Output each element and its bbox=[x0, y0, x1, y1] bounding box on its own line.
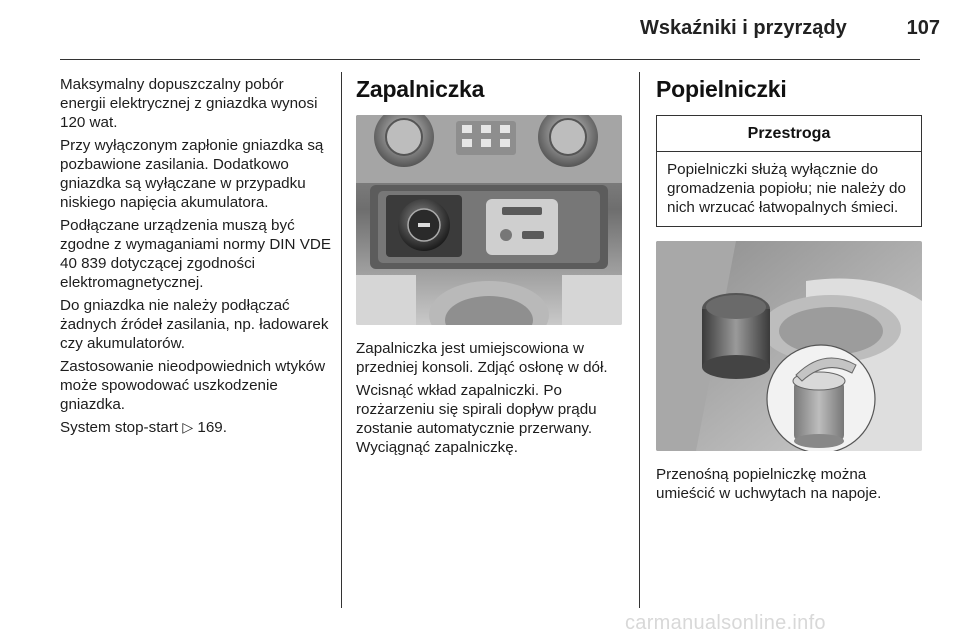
crossref-page: 169. bbox=[197, 419, 227, 436]
lighter-photo bbox=[356, 115, 622, 325]
section-heading-ashtrays: Popielniczki bbox=[656, 76, 787, 102]
column-lighter bbox=[356, 75, 624, 461]
paragraph-no-power-sources: Do gniazdka nie należy podłączać żadnych źródeł zasilania, np. ładowarek czy akumulatorów. bbox=[60, 297, 329, 352]
paragraph-standard: Podłączane urządzenia muszą być zgodne z wymaganiami normy DIN VDE 40 839 dotyczącej zgodności elektromagnetycznej. bbox=[60, 217, 331, 291]
watermark: carmanualsonline.info bbox=[625, 612, 826, 634]
ashtray-photo bbox=[656, 241, 922, 451]
page-number: 107 bbox=[906, 17, 940, 39]
column-ashtrays bbox=[656, 75, 922, 507]
column-divider-1 bbox=[341, 72, 342, 608]
crossref-text: System stop-start bbox=[60, 419, 179, 436]
section-heading-lighter: Zapalniczka bbox=[356, 76, 485, 102]
caution-text: Popielniczki służą wyłącznie do gromadzenia popiołu; nie należy do nich wrzucać łatwopalnych śmieci. bbox=[667, 161, 906, 216]
paragraph-portable-ashtray: Przenośną popielniczkę można umieścić w uchwytach na napoje. bbox=[656, 466, 882, 502]
paragraph-lighter-location: Zapalniczka jest umiejscowiona w przedniej konsoli. Zdjąć osłonę w dół. bbox=[356, 340, 608, 376]
crossref-stop-start[interactable] bbox=[60, 418, 332, 437]
paragraph-max-power: Maksymalny dopuszczalny pobór energii elektrycznej z gniazdka wynosi 120 wat. bbox=[60, 76, 318, 131]
column-divider-2 bbox=[639, 72, 640, 608]
page-header-title: Wskaźniki i przyrządy bbox=[640, 17, 847, 39]
column-socket-info bbox=[60, 75, 332, 441]
crossref-arrow-icon: ▷ bbox=[182, 419, 194, 435]
caution-box bbox=[656, 115, 922, 227]
caution-title: Przestroga bbox=[657, 116, 921, 152]
paragraph-unsuitable-plugs: Zastosowanie nieodpowiednich wtyków może spowodować uszkodzenie gniazdka. bbox=[60, 358, 326, 413]
paragraph-ignition-off: Przy wyłączonym zapłonie gniazdka są pozbawione zasilania. Dodatkowo gniazdka są wyłączane w przypadku niskiego napięcia akumulatora. bbox=[60, 137, 324, 211]
paragraph-lighter-usage: Wcisnąć wkład zapalniczki. Po rozżarzeniu się spirali dopływ prądu zostanie automatycznie przerwany. Wyciągnąć zapalniczkę. bbox=[356, 382, 597, 456]
header-rule bbox=[60, 59, 920, 60]
